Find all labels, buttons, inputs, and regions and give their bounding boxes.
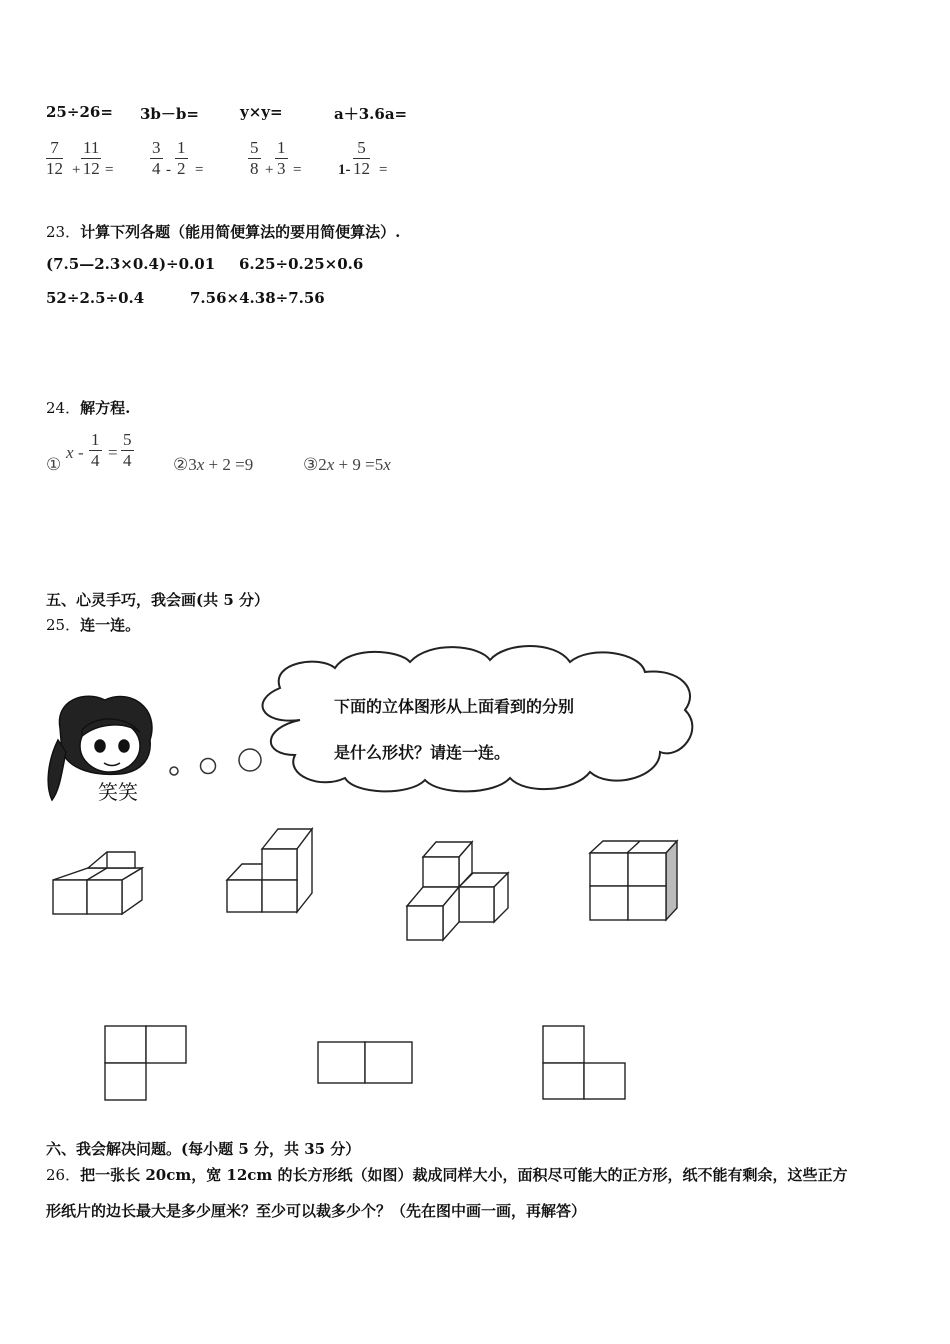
equation-2: ②3x + 2 =9 bbox=[173, 455, 254, 474]
solid-figure-1 bbox=[53, 852, 142, 914]
thought-dots bbox=[170, 749, 261, 775]
section-5-title: 五、心灵手巧，我会画(共 5 分） bbox=[46, 591, 269, 609]
bubble-text-line-2: 是什么形状？请连一连。 bbox=[334, 743, 511, 762]
q23-expr-3: 52÷2.5÷0.4 bbox=[46, 289, 145, 307]
section-6-title: 六、我会解决问题。(每小题 5 分，共 35 分） bbox=[46, 1140, 361, 1158]
expr-a-plus-36a: a＋3.6a= bbox=[334, 105, 408, 123]
q24-number: 24． bbox=[46, 399, 81, 417]
q23-expr-4: 7.56×4.38÷7.56 bbox=[190, 289, 325, 307]
q26-number: 26． bbox=[46, 1166, 81, 1184]
q23-expr-2: 6.25÷0.25×0.6 bbox=[239, 255, 364, 273]
q23-number: 23． bbox=[46, 223, 81, 241]
q26-line-1 bbox=[46, 1164, 848, 1185]
solid-figure-2 bbox=[227, 829, 312, 912]
girl-caption: 笑笑 bbox=[98, 780, 138, 804]
q24-title: 解方程. bbox=[80, 399, 131, 417]
q25-title: 连一连。 bbox=[80, 616, 141, 634]
top-view-shape-3 bbox=[543, 1026, 625, 1099]
expr-y-times-y: y×y= bbox=[240, 103, 283, 121]
q23-expr-1: (7.5—2.3×0.4)÷0.01 bbox=[46, 255, 216, 273]
expr-3b-minus-b: 3b－b= bbox=[140, 105, 199, 123]
expr-25div26: 25÷26= bbox=[46, 103, 113, 121]
q26-line-2: 形纸片的边长最大是多少厘米？至少可以裁多少个？（先在图中画一画，再解答） bbox=[46, 1202, 587, 1220]
top-view-shape-2 bbox=[318, 1042, 412, 1083]
solid-figure-4 bbox=[590, 841, 677, 920]
thought-cloud bbox=[263, 646, 693, 791]
q26-text-1: 把一张长 20cm，宽 12cm 的长方形纸（如图）裁成同样大小，面积尽可能大的正方形，纸不能有剩余，这些正方 bbox=[80, 1166, 848, 1184]
q23-title: 计算下列各题（能用简便算法的要用简便算法）. bbox=[80, 223, 401, 241]
solid-figure-3 bbox=[407, 842, 508, 940]
top-view-shape-1 bbox=[105, 1026, 186, 1100]
bubble-text-line-1: 下面的立体图形从上面看到的分别 bbox=[334, 697, 575, 716]
q25-number: 25． bbox=[46, 616, 81, 634]
equation-3: ③2x + 9 =5x bbox=[303, 455, 391, 474]
